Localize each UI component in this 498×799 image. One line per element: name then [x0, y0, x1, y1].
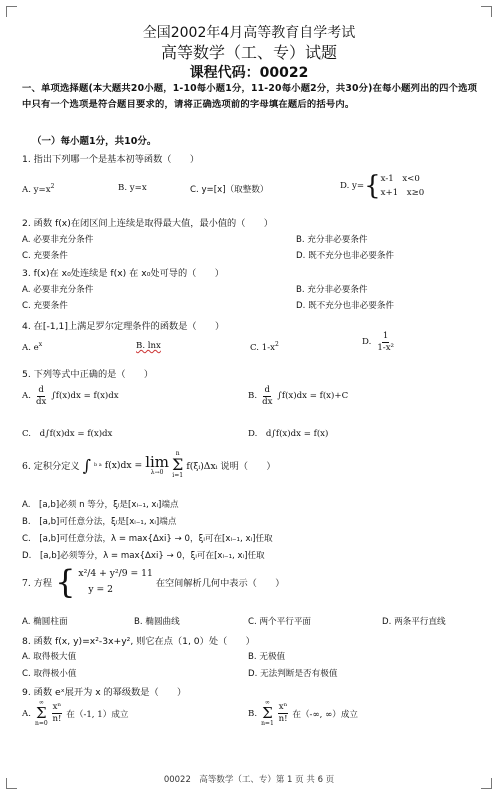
q6-option-d: D. [a,b]必须等分，λ = max{Δxi} → 0，ξᵢ可在[xᵢ₋₁, xᵢ]任取 [22, 551, 265, 561]
q1-case-2: x+1 x≥0 [380, 188, 425, 198]
q4-option-d: D. $\frac{1}{\text{1-x²}}$ [362, 331, 394, 353]
q2-option-d: D. 既不充分也非必要条件 [296, 251, 395, 261]
question-1-stem: 1. 指出下列哪一个是基本初等函数（ ） [22, 154, 200, 165]
q3-option-d: D. 既不充分也非必要条件 [296, 301, 395, 311]
brace-symbol: { [364, 171, 381, 201]
q6-option-c: C. [a,b]可任意分法，λ = max{Δxi} → 0，ξᵢ可在[xᵢ₋₁, xᵢ]任取 [22, 534, 273, 544]
integral-sign: ∫ [82, 455, 91, 475]
course-code: 课程代码：00022 [189, 65, 309, 81]
q8-option-c: C. 取得极小值 [22, 669, 77, 679]
question-3-stem: 3. f(x)在 x₀处连续是 f(x) 在 x₀处可导的（ ） [22, 268, 224, 279]
q2-option-b: B. 充分非必要条件 [296, 235, 368, 245]
q4-option-b: B. lnx [136, 341, 161, 351]
q3-option-c: C. 充要条件 [22, 301, 68, 311]
question-4-stem: 4. 在[-1,1]上满足罗尔定理条件的函数是（ ） [22, 321, 225, 332]
exam-subject: 高等数学（工、专）试题 [160, 43, 337, 62]
q1-option-b: B. y=x [118, 183, 147, 193]
q6-option-a: A. [a,b]必须 n 等分，ξᵢ是[xᵢ₋₁, xᵢ]端点 [22, 500, 179, 510]
q7-equation-2: y = 2 [88, 584, 113, 595]
page-footer: 00022 高等数学（工、专）第 1 页 共 6 页 [163, 775, 335, 785]
q7-option-c: C. 两个平行平面 [248, 617, 312, 627]
q2-option-c: C. 充要条件 [22, 251, 68, 261]
q5-option-b: B. $\frac{d}{dx}$ ∫f(x)dx = f(x)+C [248, 385, 349, 407]
q4-option-c: C. $1-x^2$ [250, 341, 279, 353]
q6-option-b: B. [a,b]可任意分法，ξᵢ是[xᵢ₋₁, xᵢ]端点 [22, 517, 177, 527]
question-2-stem: 2. 函数 f(x)在闭区间上连续是取得最大值，最小值的（ ） [22, 218, 273, 229]
q3-option-b: B. 充分非必要条件 [296, 285, 368, 295]
q7-option-b: B. 椭圆曲线 [134, 617, 180, 627]
question-9-stem: 9. 函数 eˣ展开为 x 的幂级数是（ ） [22, 687, 187, 698]
q9-option-b: B. ∞ Σ n=1 $\frac{\text{xⁿ}}{n!}$ 在（-∞, ∞）成立 [248, 699, 359, 727]
q3-option-a: A. 必要非充分条件 [22, 285, 94, 295]
q1-option-c: C. y=[x]（取整数） [190, 185, 269, 195]
q5-option-a: A. $\frac{d}{dx}$ ∫f(x)dx = f(x)dx [22, 385, 119, 407]
q8-option-a: A. 取得极大值 [22, 652, 77, 662]
question-7-stem: 7. 方程 { x²/4 + y²/9 = 11 y = 2 在空间解析几何中表示（ ） [22, 563, 285, 601]
question-8-stem: 8. 函数 f(x, y)=x²-3x+y², 则它在点（1, 0）处（ ） [22, 636, 255, 647]
q9-option-a: A. ∞ Σ n=0 $\frac{\text{xⁿ}}{n!}$ 在（-1, 1）成立 [22, 699, 129, 727]
q5-option-d: D. d∫f(x)dx = f(x) [248, 429, 329, 439]
q5-option-c: C. d∫f(x)dx = f(x)dx [22, 429, 113, 439]
q4-option-a: A. $e^x$ [22, 341, 43, 353]
instructions: 一、单项选择题(本大题共20小题，1-10每小题1分，11-20每小题2分，共30分)在每小题列出的四个选项中只有一个选项是符合题目要求的，请将正确选项前的字母填在题后的括号内。 [22, 83, 478, 110]
q1-option-a: A. $y=x^2$ [22, 183, 55, 195]
corner-mark-top-left [6, 6, 17, 17]
section-heading: （一）每小题1分，共10分。 [32, 136, 157, 147]
q1-case-1: x-1 x<0 [380, 174, 420, 184]
q7-option-a: A. 椭圆柱面 [22, 617, 68, 627]
question-5-stem: 5. 下列等式中正确的是（ ） [22, 369, 154, 380]
q1-option-d: D. y= { x-1 x<0 x+1 x≥0 [340, 171, 425, 201]
q7-option-d: D. 两条平行直线 [382, 617, 446, 627]
q7-equation-1: x²/4 + y²/9 = 11 [78, 568, 153, 579]
question-6-stem: 6. 定积分定义 ∫ b a f(x)dx = lim λ→0 n Σ i=1 f(ξᵢ)Δxᵢ 说明（ ） [22, 450, 276, 479]
q8-option-d: D. 无法判断是否有极值 [248, 669, 338, 679]
exam-title: 全国2002年4月高等教育自学考试 [142, 25, 356, 41]
corner-mark-top-right [481, 6, 492, 17]
integral-limits: b a [93, 462, 102, 468]
q8-option-b: B. 无极值 [248, 652, 286, 662]
q2-option-a: A. 必要非充分条件 [22, 235, 94, 245]
